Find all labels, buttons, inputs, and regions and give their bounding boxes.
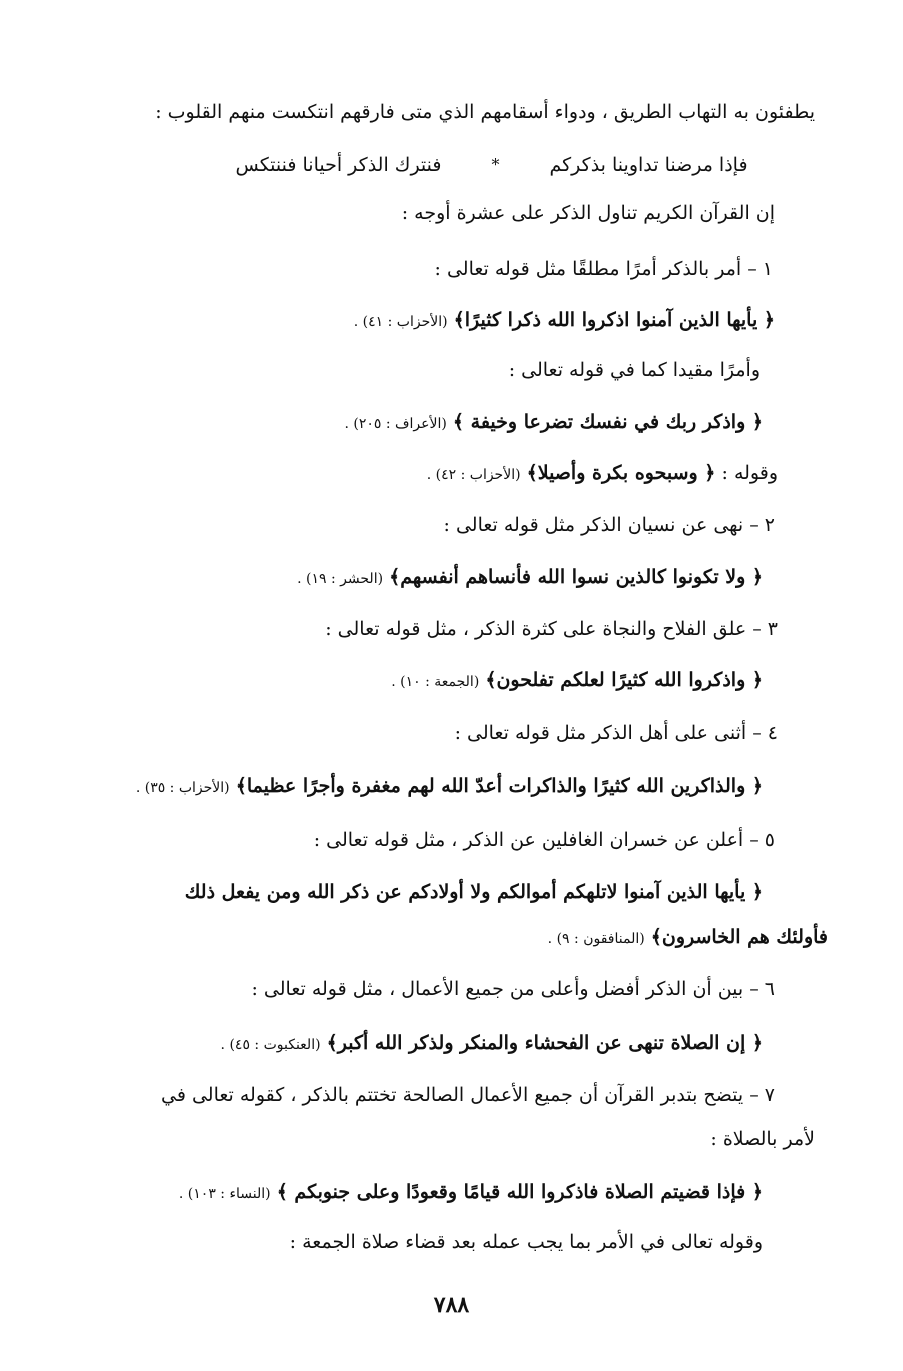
point-1-heading bbox=[0, 249, 903, 289]
line-text: ١ – أمر بالذكر أمرًا مطلقًا مثل قوله تعالى : bbox=[434, 258, 773, 280]
point-2-heading bbox=[0, 505, 903, 545]
quran-citation bbox=[0, 1023, 903, 1063]
page-number: ٧٨٨ bbox=[433, 1292, 470, 1318]
line-text: إن القرآن الكريم تناول الذكر على عشرة أوجه : bbox=[401, 202, 775, 224]
point-7-heading bbox=[0, 1075, 903, 1115]
surah-reference: (النساء : ١٠٣) . bbox=[178, 1186, 271, 1202]
surah-reference: (الأحزاب : ٤١) . bbox=[353, 314, 448, 330]
quran-verse-text: ﴿ واذكر ربك في نفسك تضرعا وخيفة ﴾ bbox=[452, 411, 763, 433]
quran-citation bbox=[0, 557, 903, 597]
line-text: وقوله : bbox=[721, 462, 778, 484]
verse-separator-star: * bbox=[491, 155, 500, 174]
text-line-23 bbox=[0, 1222, 903, 1262]
surah-reference: (المنافقون : ٩) . bbox=[547, 931, 645, 947]
text-line-6 bbox=[0, 350, 903, 390]
surah-reference: (الحشر : ١٩) . bbox=[297, 571, 384, 587]
quran-citation bbox=[0, 300, 903, 340]
line-text: ٢ – نهى عن نسيان الذكر مثل قوله تعالى : bbox=[443, 514, 775, 536]
point-7-continued bbox=[0, 1119, 903, 1159]
quran-citation-continued bbox=[0, 917, 903, 957]
line-text: لأمر بالصلاة : bbox=[710, 1128, 815, 1150]
text-line-3 bbox=[0, 193, 903, 233]
quran-citation bbox=[0, 1172, 903, 1212]
verse-hemistich-first: فإذا مرضنا تداوينا بذكركم bbox=[549, 154, 748, 176]
quran-verse-text: ﴿ فإذا قضيتم الصلاة فاذكروا الله قيامًا وقعودًا وعلى جنوبكم ﴾ bbox=[276, 1181, 763, 1203]
surah-reference: (العنكبوت : ٤٥) . bbox=[220, 1037, 321, 1053]
line-text: ٥ – أعلن عن خسران الغافلين عن الذكر ، مثل قوله تعالى : bbox=[313, 829, 775, 851]
point-3-heading bbox=[0, 609, 903, 649]
line-text: ٧ – يتضح بتدبر القرآن أن جميع الأعمال الصالحة تختتم بالذكر ، كقوله تعالى في bbox=[160, 1084, 775, 1106]
quran-verse-text: ﴿ إن الصلاة تنهى عن الفحشاء والمنكر ولذكر الله أكبر﴾ bbox=[326, 1032, 763, 1054]
point-5-heading bbox=[0, 820, 903, 860]
poetry-verse bbox=[0, 145, 903, 185]
line-text: ٣ – علق الفلاح والنجاة على كثرة الذكر ، مثل قوله تعالى : bbox=[325, 618, 778, 640]
quran-verse-text: ﴿ والذاكرين الله كثيرًا والذاكرات أعدّ الله لهم مغفرة وأجرًا عظيما﴾ bbox=[235, 775, 763, 797]
surah-reference: (الأحزاب : ٣٥) . bbox=[135, 780, 230, 796]
quran-verse-text: ﴿ واذكروا الله كثيرًا لعلكم تفلحون﴾ bbox=[485, 669, 763, 691]
line-text: وأمرًا مقيدا كما في قوله تعالى : bbox=[508, 359, 760, 381]
surah-reference: (الأعراف : ٢٠٥) . bbox=[344, 416, 447, 432]
quran-citation bbox=[0, 402, 903, 442]
quran-verse-text: ﴿ ولا تكونوا كالذين نسوا الله فأنساهم أنفسهم﴾ bbox=[389, 566, 763, 588]
surah-reference: (الأحزاب : ٤٢) . bbox=[426, 467, 521, 483]
line-text: يطفئون به التهاب الطريق ، ودواء أسقامهم الذي متى فارقهم انتكست منهم القلوب : bbox=[155, 101, 815, 123]
quran-verse-text: ﴿ وسبحوه بكرة وأصيلا﴾ bbox=[526, 462, 716, 484]
point-4-heading bbox=[0, 713, 903, 753]
quran-verse-text: ﴿ يأيها الذين آمنوا اذكروا الله ذكرا كثيرًا﴾ bbox=[453, 309, 775, 331]
quran-citation bbox=[0, 766, 903, 806]
verse-hemistich-second: فنترك الذكر أحيانا فننتكس bbox=[235, 154, 442, 176]
quran-citation bbox=[0, 660, 903, 700]
quran-verse-text: ﴿ يأيها الذين آمنوا لاتلهكم أموالكم ولا أولادكم عن ذكر الله ومن يفعل ذلك bbox=[184, 881, 763, 903]
quran-citation bbox=[0, 453, 903, 493]
point-6-heading bbox=[0, 969, 903, 1009]
text-line-1 bbox=[0, 92, 903, 132]
quran-citation bbox=[0, 872, 903, 912]
line-text: ٦ – بين أن الذكر أفضل وأعلى من جميع الأعمال ، مثل قوله تعالى : bbox=[251, 978, 775, 1000]
line-text: ٤ – أثنى على أهل الذكر مثل قوله تعالى : bbox=[454, 722, 778, 744]
line-text: وقوله تعالى في الأمر بما يجب عمله بعد قضاء صلاة الجمعة : bbox=[289, 1231, 763, 1253]
quran-verse-text: فأولئك هم الخاسرون﴾ bbox=[650, 926, 828, 948]
surah-reference: (الجمعة : ١٠) . bbox=[391, 674, 480, 690]
